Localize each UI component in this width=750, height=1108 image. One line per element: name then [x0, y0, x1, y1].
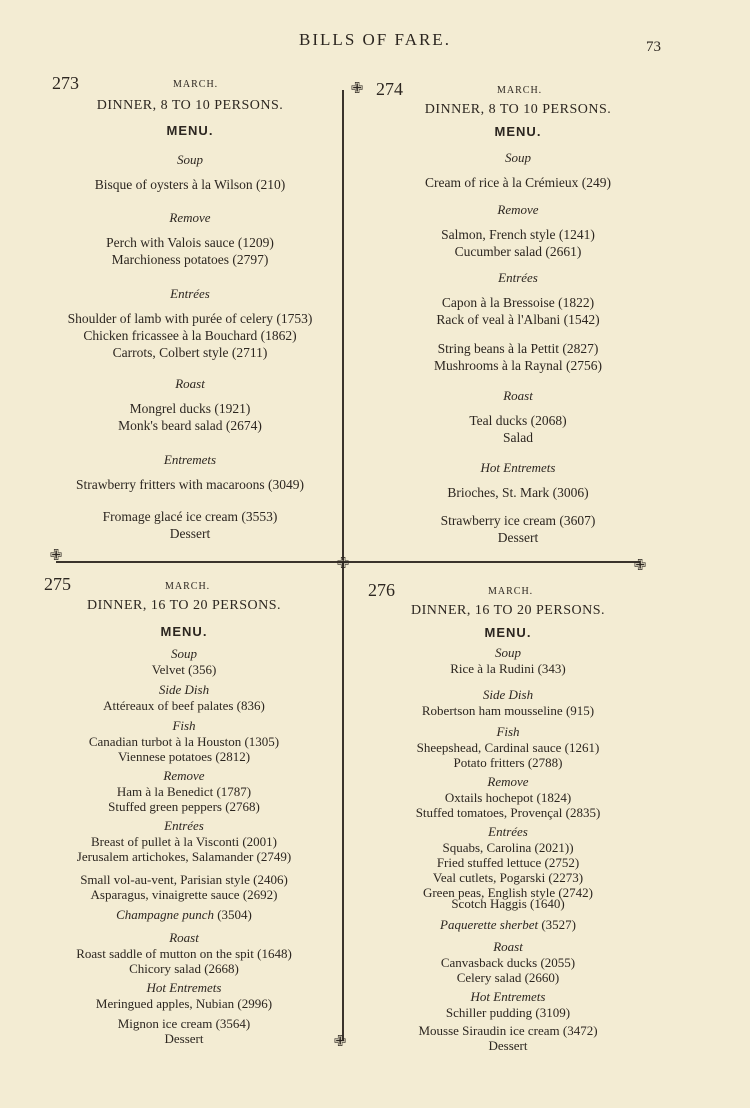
- menu-number: 276: [368, 580, 395, 600]
- dish-item: Potato fritters (2788): [453, 755, 563, 770]
- dish-item: Schiller pudding (3109): [445, 1005, 571, 1020]
- section-heading: Entrées: [488, 824, 528, 839]
- menu-month: MARCH.: [173, 79, 219, 90]
- menu-label: MENU.: [494, 124, 542, 139]
- section-heading: Remove: [163, 768, 205, 783]
- entrees-section: [358, 824, 658, 900]
- dish-item: Dessert: [488, 1038, 528, 1053]
- sherbet-number: (3527): [541, 917, 576, 932]
- dish-item: Viennese potatoes (2812): [117, 749, 251, 764]
- menu-276: [358, 576, 658, 1056]
- menu-275: [34, 570, 334, 1050]
- dish-item: Cucumber salad (2661): [454, 244, 582, 259]
- roast-section: [40, 376, 340, 434]
- menu-number: 273: [52, 73, 79, 93]
- dish-item: Fried stuffed lettuce (2752): [436, 855, 580, 870]
- dish-item: Mignon ice cream (3564): [117, 1016, 251, 1031]
- menu-label: MENU.: [160, 624, 208, 639]
- dinner-heading: DINNER, 8 TO 10 PERSONS.: [96, 98, 284, 113]
- section-heading: Remove: [497, 202, 539, 217]
- menu-273: [40, 70, 340, 550]
- entremets-section: [40, 452, 340, 493]
- section-heading: Entrées: [170, 286, 210, 301]
- dish-item: Canvasback ducks (2055): [440, 955, 576, 970]
- section-heading: Roast: [493, 939, 523, 954]
- roast-section: [368, 388, 668, 446]
- dish-item: Asparagus, vinaigrette sauce (2692): [90, 887, 278, 902]
- dish-item: Perch with Valois sauce (1209): [106, 235, 274, 250]
- menu-month: MARCH.: [488, 586, 534, 597]
- menu-label: MENU.: [484, 625, 532, 640]
- entrees-section: [368, 270, 668, 328]
- dish-item: Brioches, St. Mark (3006): [447, 485, 589, 500]
- cross-ornament-icon: ✙: [49, 546, 63, 564]
- dish-item: Scotch Haggis (1640): [451, 896, 565, 911]
- dessert-section: [34, 1016, 334, 1046]
- hot-entremets-section: [358, 989, 658, 1020]
- dish-item: Ham à la Benedict (1787): [116, 784, 252, 799]
- hot-entremets-section: [368, 460, 668, 501]
- dish-item: Monk's beard salad (2674): [118, 418, 262, 433]
- dish-item: Attéreaux of beef palates (836): [103, 698, 265, 713]
- punch-number: (3504): [217, 907, 252, 922]
- section-heading: Hot Entremets: [480, 460, 556, 475]
- dish-item: Squabs, Carolina (2021)): [442, 840, 574, 855]
- dessert-section: [358, 1023, 658, 1053]
- dish-item: Teal ducks (2068): [469, 413, 567, 428]
- section-heading: Soup: [505, 150, 531, 165]
- dish-item: Dessert: [164, 1031, 204, 1046]
- section-heading: Remove: [487, 774, 529, 789]
- dish-item: Carrots, Colbert style (2711): [112, 345, 268, 360]
- dish-item: Sheepshead, Cardinal sauce (1261): [416, 740, 600, 755]
- section-heading: Entrées: [498, 270, 538, 285]
- menu-number: 274: [376, 79, 403, 99]
- dessert-section: [40, 508, 340, 542]
- extra-dish: [358, 896, 658, 911]
- dish-item: Jerusalem artichokes, Salamander (2749): [76, 849, 292, 864]
- hot-entremets-section: [34, 980, 334, 1011]
- dish-item: Chicken fricassee à la Bouchard (1862): [83, 328, 297, 343]
- menu-274: [368, 70, 668, 550]
- dish-item: Chicory salad (2668): [129, 961, 239, 976]
- dish-item: Roast saddle of mutton on the spit (1648): [76, 946, 292, 961]
- dish-item: Shoulder of lamb with purée of celery (1753): [67, 311, 313, 326]
- cross-ornament-icon: ✙: [336, 554, 350, 572]
- dish-item: Mousse Siraudin ice cream (3472): [418, 1023, 598, 1038]
- dish-item: Celery salad (2660): [456, 970, 560, 985]
- dish-item: Cream of rice à la Crémieux (249): [425, 175, 611, 190]
- section-heading: Roast: [169, 930, 199, 945]
- dish-item: Strawberry fritters with macaroons (3049): [76, 477, 304, 492]
- soup-section: [358, 645, 658, 676]
- section-heading: Roast: [175, 376, 205, 391]
- section-heading: Soup: [171, 646, 197, 661]
- dish-item: Dessert: [169, 526, 211, 541]
- dish-item: Mongrel ducks (1921): [129, 401, 251, 416]
- roast-section: [34, 930, 334, 976]
- dish-item: Rice à la Rudini (343): [450, 661, 566, 676]
- dish-item: Green peas, English style (2742): [422, 885, 594, 900]
- punch-name: Champagne punch: [116, 907, 214, 922]
- dinner-heading: DINNER, 16 TO 20 PERSONS.: [410, 603, 605, 618]
- section-heading: Soup: [177, 152, 203, 167]
- cross-ornament-icon: ✙: [633, 556, 647, 574]
- dish-item: Veal cutlets, Pogarski (2273): [432, 870, 584, 885]
- cross-ornament-icon: ✙: [333, 1032, 347, 1050]
- roast-section: [358, 939, 658, 985]
- dish-item: Capon à la Bressoise (1822): [441, 295, 595, 310]
- section-heading: Fish: [496, 724, 520, 739]
- sherbet-name: Paquerette sherbet: [440, 917, 539, 932]
- soup-section: [40, 152, 340, 193]
- section-heading: Soup: [495, 645, 521, 660]
- section-heading: Fish: [172, 718, 196, 733]
- dish-item: Velvet (356): [151, 662, 217, 677]
- dinner-heading: DINNER, 16 TO 20 PERSONS.: [86, 598, 281, 613]
- dish-item: String beans à la Pettit (2827): [437, 341, 599, 356]
- dish-item: Salmon, French style (1241): [441, 227, 595, 242]
- dish-item: Canadian turbot à la Houston (1305): [88, 734, 280, 749]
- fish-section: [358, 724, 658, 770]
- cross-ornament-icon: ✙: [350, 79, 364, 97]
- section-heading: Entremets: [163, 452, 217, 467]
- section-heading: Hot Entremets: [470, 989, 546, 1004]
- dish-item: Breast of pullet à la Visconti (2001): [91, 834, 277, 849]
- punch-line: [34, 907, 334, 923]
- dish-item: Dessert: [497, 530, 539, 545]
- section-heading: Entrées: [164, 818, 204, 833]
- dish-item: Stuffed tomatoes, Provençal (2835): [415, 805, 601, 820]
- section-heading: Remove: [169, 210, 211, 225]
- sherbet-line: [358, 917, 658, 933]
- section-heading: Side Dish: [482, 687, 534, 702]
- entrees-second-course: [34, 872, 334, 902]
- remove-section: [368, 202, 668, 260]
- dish-item: Salad: [503, 430, 533, 445]
- menu-month: MARCH.: [165, 581, 211, 592]
- dish-item: Stuffed green peppers (2768): [108, 799, 260, 814]
- dish-item: Robertson ham mousseline (915): [421, 703, 595, 718]
- vertical-divider-lower: [342, 563, 344, 1040]
- menu-label: MENU.: [166, 123, 214, 138]
- dessert-section: [368, 512, 668, 546]
- dish-item: Bisque of oysters à la Wilson (210): [94, 177, 286, 192]
- dish-item: Rack of veal à l'Albani (1542): [436, 312, 600, 327]
- dish-item: Small vol-au-vent, Parisian style (2406): [80, 872, 288, 887]
- side-dish-section: [358, 687, 658, 718]
- dinner-heading: DINNER, 8 TO 10 PERSONS.: [424, 102, 612, 117]
- remove-section: [34, 768, 334, 814]
- remove-section: [358, 774, 658, 820]
- section-heading: Roast: [503, 388, 533, 403]
- fish-section: [34, 718, 334, 764]
- section-heading: Hot Entremets: [146, 980, 222, 995]
- dish-item: Meringued apples, Nubian (2996): [95, 996, 273, 1011]
- side-dish-section: [34, 682, 334, 713]
- soup-section: [34, 646, 334, 677]
- entrees-section: [34, 818, 334, 864]
- page-number: 73: [646, 39, 661, 55]
- entrees-section: [40, 286, 340, 361]
- vertical-divider: [342, 90, 344, 560]
- dish-item: Strawberry ice cream (3607): [440, 513, 596, 528]
- dish-item: Marchioness potatoes (2797): [111, 252, 269, 267]
- dish-item: Mushrooms à la Raynal (2756): [434, 358, 602, 373]
- menu-number: 275: [44, 574, 71, 594]
- soup-section: [368, 150, 668, 191]
- dish-item: Fromage glacé ice cream (3553): [102, 509, 278, 524]
- dish-item: Oxtails hochepot (1824): [444, 790, 572, 805]
- page-title: BILLS OF FARE.: [299, 30, 451, 49]
- menu-month: MARCH.: [497, 85, 543, 96]
- section-heading: Side Dish: [158, 682, 210, 697]
- remove-section: [40, 210, 340, 268]
- entrees-vegetables: [368, 340, 668, 374]
